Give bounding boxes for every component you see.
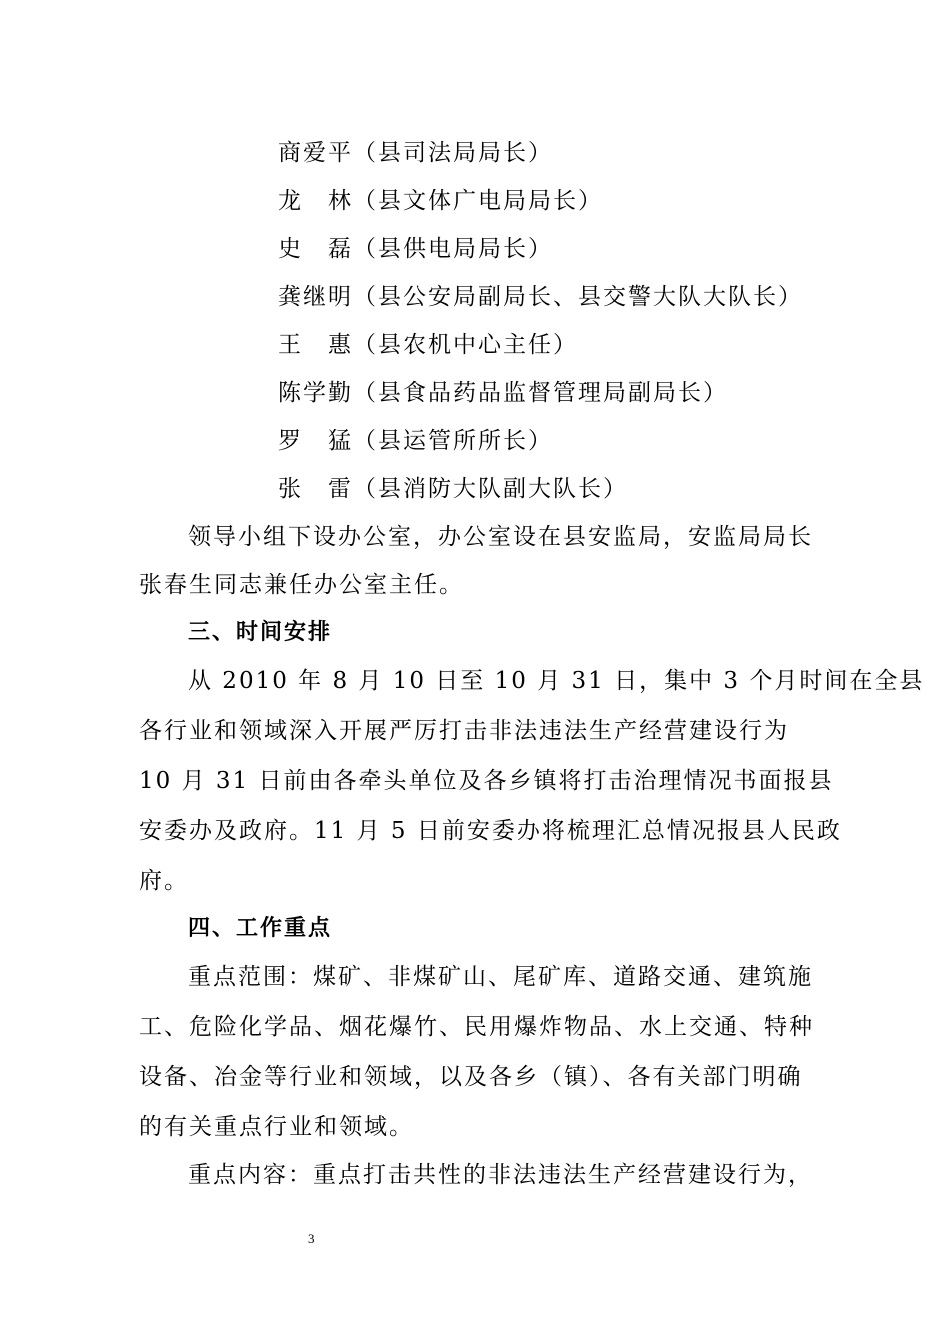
section-heading: 四、工作重点 xyxy=(188,916,333,941)
member-line: 王 惠（县农机中心主任） xyxy=(278,332,578,358)
member-line: 商爱平（县司法局局长） xyxy=(278,140,553,166)
schedule-paragraph-line: 从 2010 年 8 月 10 日至 10 月 31 日，集中 3 个月时间在全县 xyxy=(188,668,925,694)
office-paragraph-line: 领导小组下设办公室，办公室设在县安监局，安监局局长 xyxy=(188,524,813,550)
schedule-paragraph-line: 府。 xyxy=(139,868,189,894)
content-paragraph-line: 重点内容：重点打击共性的非法违法生产经营建设行为， xyxy=(188,1162,813,1188)
scope-paragraph-line: 工、危险化学品、烟花爆竹、民用爆炸物品、水上交通、特种 xyxy=(139,1014,814,1040)
member-line: 史 磊（县供电局局长） xyxy=(278,236,553,262)
member-line: 罗 猛（县运管所所长） xyxy=(278,428,553,454)
member-line: 龙 林（县文体广电局局长） xyxy=(278,188,603,214)
scope-paragraph-line: 的有关重点行业和领域。 xyxy=(139,1114,414,1140)
member-line: 龚继明（县公安局副局长、县交警大队大队长） xyxy=(278,284,803,310)
schedule-paragraph-line: 10 月 31 日前由各牵头单位及各乡镇将打击治理情况书面报县 xyxy=(139,768,834,794)
office-paragraph-line: 张春生同志兼任办公室主任。 xyxy=(139,572,464,598)
scope-paragraph-line: 重点范围：煤矿、非煤矿山、尾矿库、道路交通、建筑施 xyxy=(188,964,813,990)
member-line: 陈学勤（县食品药品监督管理局副局长） xyxy=(278,380,728,406)
section-heading: 三、时间安排 xyxy=(188,620,333,645)
page-number: 3 xyxy=(308,1231,315,1246)
schedule-paragraph-line: 各行业和领域深入开展严厉打击非法违法生产经营建设行为 xyxy=(139,718,789,744)
member-line: 张 雷（县消防大队副大队长） xyxy=(278,476,628,502)
schedule-paragraph-line: 安委办及政府。11 月 5 日前安委办将梳理汇总情况报县人民政 xyxy=(139,818,842,844)
scope-paragraph-line: 设备、冶金等行业和领域，以及各乡（镇）、各有关部门明确 xyxy=(139,1064,803,1090)
